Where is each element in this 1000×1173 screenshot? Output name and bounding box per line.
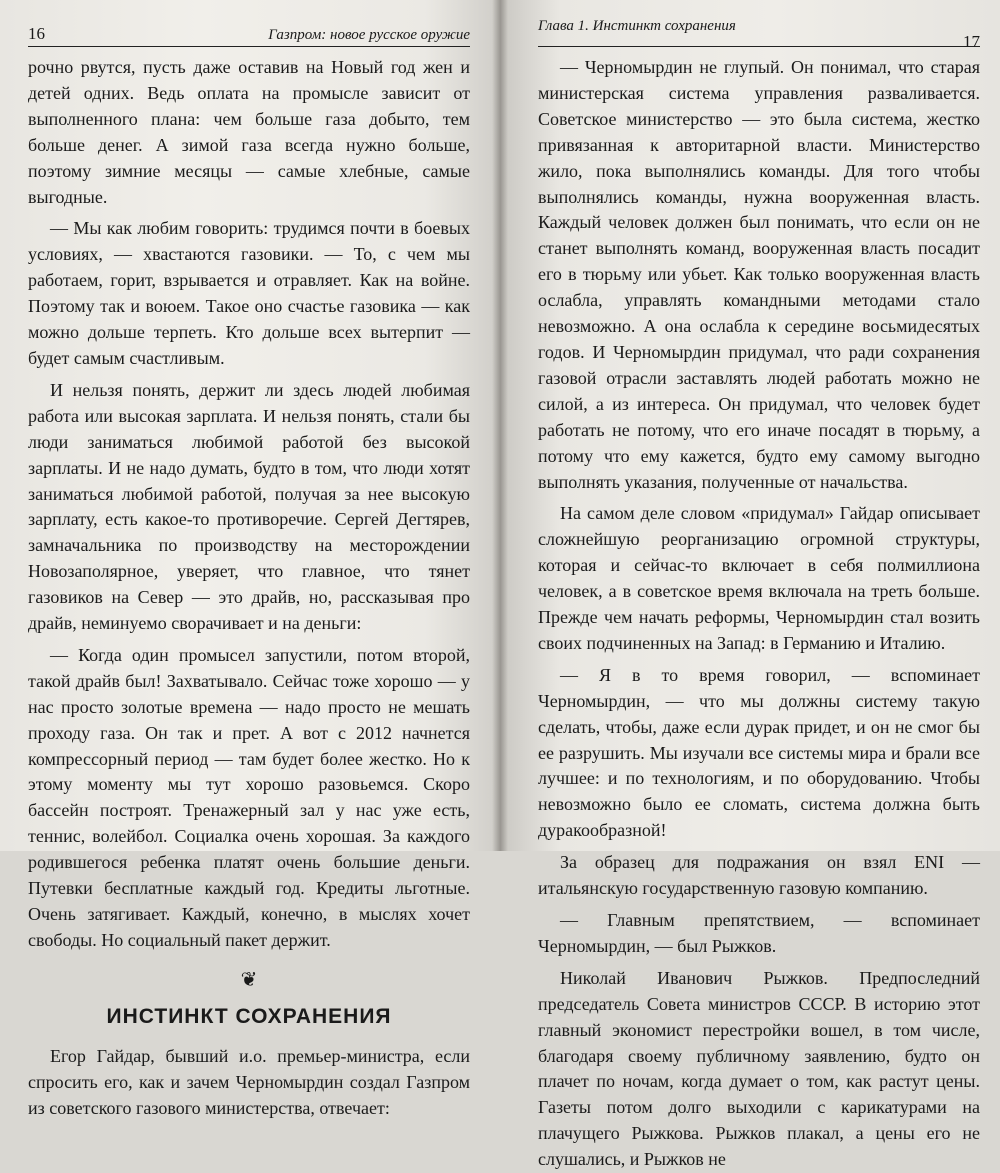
section-title: ИНСТИНКТ СОХРАНЕНИЯ: [106, 1004, 392, 1028]
right-page-header: [538, 18, 980, 51]
paragraph: — Я в то время говорил, — вспоминает Черномырдин, — что мы должны систему такую сделать, чтобы, даже если дурак придет, и он не смог бы ее разрушить. Мы изучали все системы мира и брали все лучшее: и по технологиям, и по оборудованию. Чтобы невозможно было ее сломать, система должна быть дуракообразной!: [538, 664, 980, 841]
paragraph: — Когда один промысел запустили, потом второй, такой драйв был! Захватывало. Сейчас тоже хорошо — у нас просто золотые времена — надо просто не мешать проходу газа. Он так и прет. А вот с 2012 начнется компрессорный период — там будет более жестко. Но к этому моменту мы тут хорошо разовьемся. Скоро бассейн построят. Тренажерный зал у нас уже есть, теннис, волейбол. Социалка очень хорошая. За каждого родившегося ребенка платят очень большие деньги. Путевки бесплатные каждый год. Кредиты льготные. Очень затягивает. Каждый, конечно, в мыслях хочет свободы. Но социальный пакет держит.: [28, 644, 470, 950]
paragraph: рочно рвутся, пусть даже оставив на Новый год жен и детей одних. Ведь оплата на промысле зависит от выполненного плана: чем больше газа добыто, тем больше денег. А зимой газа всегда нужно больше, поэтому зимние месяцы — самые хлебные, самые выгодные.: [28, 57, 470, 207]
paragraph: И нельзя понять, держит ли здесь людей любимая работа или высокая зарплата. И нельзя понять, стали бы люди заниматься любимой работой без высокой зарплаты. И не надо думать, будто в том, что люди хотят заниматься любимой работой, получая за нее высокую зарплату, есть какое-то противоречие. Сергей Дегтярев, замначальника по производству на месторождении Новозаполярное, уверяет, что главное, что тянет газовиков на Север — это драйв, но, рассказывая про драйв, неминуемо сворачивает и на деньги:: [28, 379, 470, 634]
left-page: [0, 0, 500, 1118]
paragraph: Егор Гайдар, бывший и.о. премьер-министра, если спросить его, как и зачем Черномырдин создал Газпром из советского газового министерства, отвечает:: [28, 1045, 470, 1118]
left-page-header: [28, 18, 470, 47]
paragraph: — Мы как любим говорить: трудимся почти в боевых условиях, — хвастаются газовики. — То, с чем мы работаем, горит, взрывается и отравляет. Как на войне. Поэтому так и воюем. Такое оно счастье газовика — как можно дольше терпеть. Кто дольше всех вытерпит — будет самым счастливым.: [28, 218, 470, 368]
paragraph: За образец для подражания он взял ENI — итальянскую государственную газовую компанию.: [538, 852, 980, 899]
paragraph: На самом деле словом «придумал» Гайдар описывает сложнейшую реорганизацию огромной структуры, которая и сейчас-то включает в себя полмиллиона человек, а в советское время включала на треть больше. Прежде чем начать реформы, Черномырдин стал возить своих подчиненных на Запад: в Германию и Италию.: [538, 503, 980, 653]
right-page-body: [538, 55, 980, 1173]
running-title: Глава 1. Инстинкт сохранения: [538, 18, 736, 34]
paragraph: — Главным препятствием, — вспоминает Черномырдин, — был Рыжков.: [538, 910, 980, 956]
left-page-body: [28, 55, 470, 1121]
paragraph: Николай Иванович Рыжков. Предпоследний председатель Совета министров СССР. В историю этот главный экономист перестройки вошел, в том числе, благодаря своему публичному заявлению, будто он плачет по ночам, когда думает о том, как растут цены. Газеты потом долго выходили с карикатурами на плачущего Рыжкова. Рыжков плакал, а цены его не слушались, и Рыжков не: [538, 967, 980, 1170]
running-title: Газпром: новое русское оружие: [268, 27, 470, 43]
page-number: 17: [963, 32, 980, 51]
ornament-icon: ❦: [240, 968, 258, 991]
page-number: 16: [28, 24, 45, 43]
right-page: [500, 0, 1000, 1170]
paragraph: — Черномырдин не глупый. Он понимал, что старая министерская система управления разваливается. Советское министерство — это была система, жестко привязанная к авторитарной власти. Министерство жило, пока выполнялись команды. Для того чтобы выполнялись команды, нужна вооруженная власть. Каждый человек должен был понимать, что если он не станет выполнять команд, вооруженная власть посадит его в тюрьму или убьет. Как только вооруженная власть ослабла, управлять командными методами стало невозможно. А она ослабла к середине восьмидесятых годов. И Черномырдин придумал, что ради сохранения газовой отрасли заставлять людей работать можно не силой, а из интереса. Он придумал, что человек будет работать не потому, что его иначе посадят в тюрьму, а потому что ему кажется, будто ему самому выгодно выполнять указания, полученные от начальства.: [538, 57, 980, 492]
